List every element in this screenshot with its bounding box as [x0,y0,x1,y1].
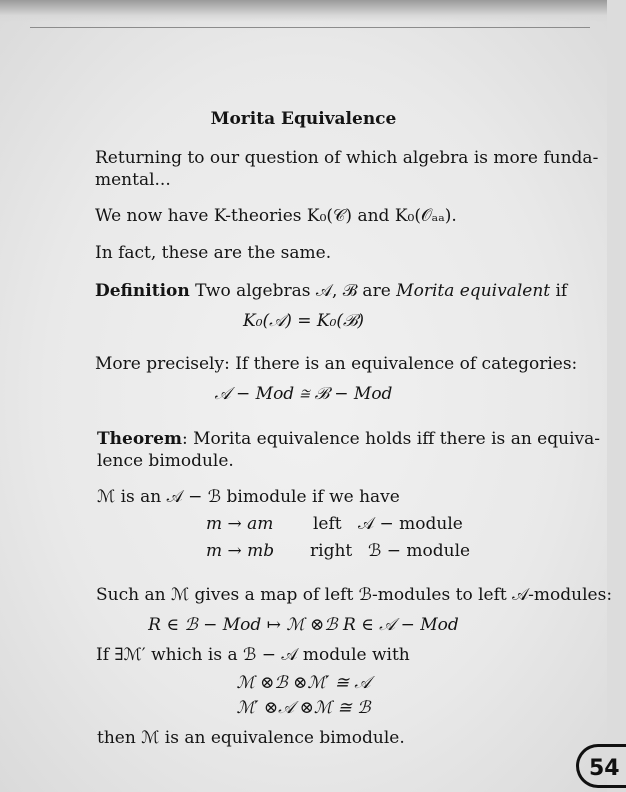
category-equivalence-equation: 𝒜 − Mod ≅ ℬ − Mod [214,384,393,404]
definition-text-b: if [550,281,568,301]
map-row-1-module: 𝒜 − module [358,514,463,534]
definition-text-a: Two algebras 𝒜, ℬ are [189,281,397,301]
paragraph-if-exists: If ∃ℳ′ which is a ℬ − 𝒜 module with [96,645,410,665]
map-row-2-map: m → mb [206,541,275,561]
theorem-text-line1: : Morita equivalence holds iff there is an equiva- [181,429,600,449]
paragraph-returning-line1: Returning to our question of which algebra is more funda- [95,148,599,168]
theorem-label: Theorem [97,429,182,449]
page-title: Morita Equivalence [210,109,397,129]
page-number: 54 [576,744,626,788]
condition-equation-2: ℳ′ ⊗𝒜 ⊗ℳ ≅ ℬ [236,698,371,718]
paragraph-returning-line2: mental... [95,170,171,190]
map-row-2-side: right [310,541,353,561]
module-map-equation: R ∈ ℬ − Mod ↦ ℳ ⊗ℬ R ∈ 𝒜 − Mod [148,615,459,635]
map-row-2-module: ℬ − module [368,541,471,561]
theorem-line1 [97,431,600,448]
definition-term: Morita equivalent [396,281,551,301]
scan-shadow [0,0,607,22]
paragraph-more-precisely: More precisely: If there is an equivalence of categories: [95,354,578,374]
theorem-line2: lence bimodule. [97,451,234,471]
paragraph-gives-map: Such an ℳ gives a map of left ℬ-modules to left 𝒜-modules: [96,585,613,605]
map-row-1-map: m → am [206,514,274,534]
condition-equation-1: ℳ ⊗ℬ ⊗ℳ′ ≅ 𝒜 [236,673,371,693]
definition-label: Definition [95,281,190,301]
paragraph-conclusion: then ℳ is an equivalence bimodule. [97,728,405,748]
definition-line [95,283,567,300]
map-row-1-side: left [313,514,342,534]
definition-equation: K₀(𝒜) = K₀(ℬ) [243,311,364,331]
bimodule-intro: ℳ is an 𝒜 − ℬ bimodule if we have [97,487,400,507]
paragraph-k-theories: We now have K-theories K₀(𝒞) and K₀(𝒪ₐₐ). [95,206,457,226]
paragraph-same: In fact, these are the same. [95,243,332,263]
header-rule [30,27,590,28]
